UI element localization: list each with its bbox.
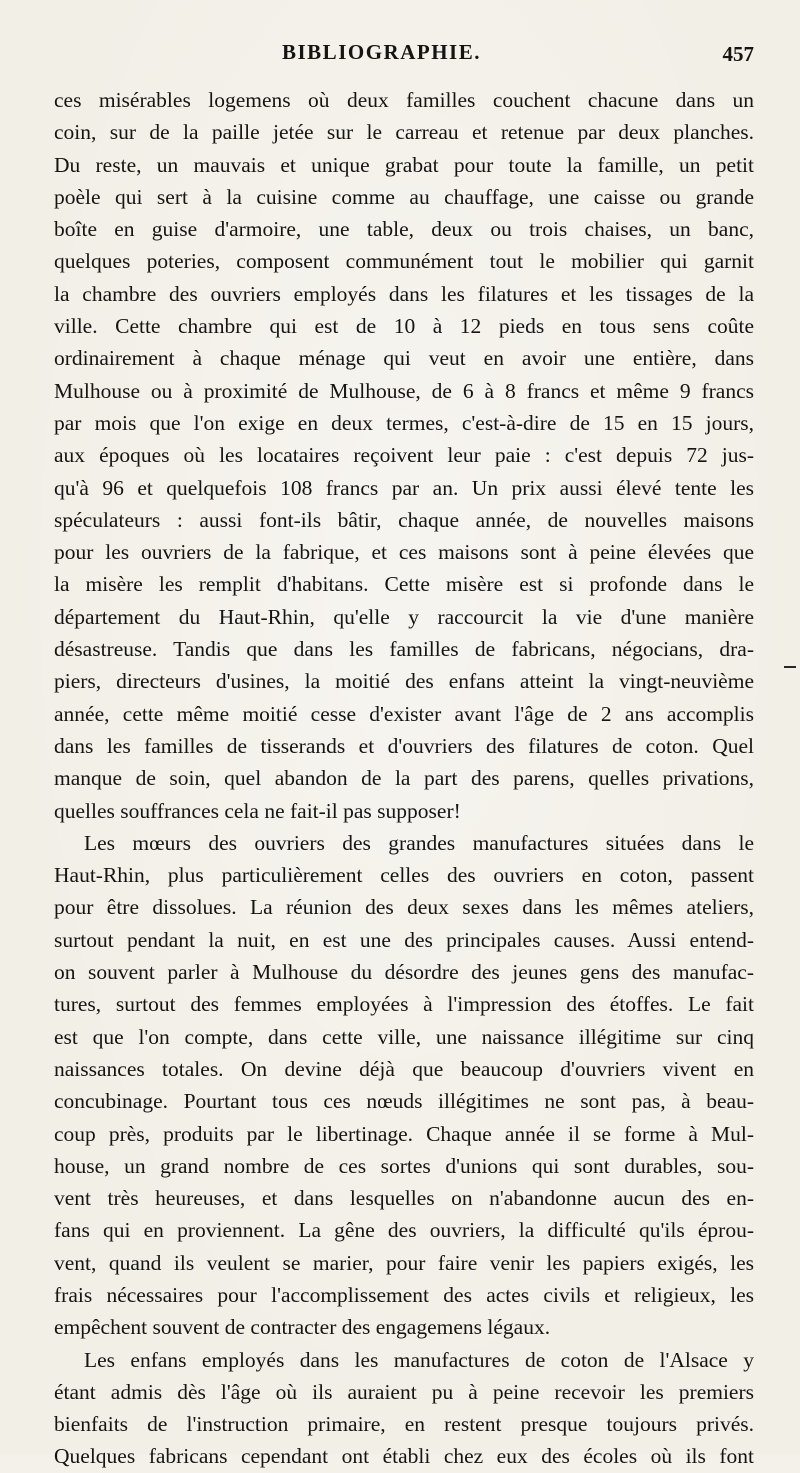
running-head: BIBLIOGRAPHIE. bbox=[282, 40, 481, 64]
text-line: vent très heureuses, et dans lesquelles on n'abandonne aucun des en- bbox=[54, 1186, 754, 1211]
page-number: 457 bbox=[722, 42, 754, 66]
text-line: Du reste, un mauvais et unique grabat pour toute la famille, un petit bbox=[54, 152, 754, 177]
text-line: boîte en guise d'armoire, une table, deux ou trois chaises, un banc, bbox=[54, 217, 754, 242]
body-text bbox=[54, 84, 754, 1473]
text-line: pour être dissolues. La réunion des deux sexes dans les mêmes ateliers, bbox=[54, 895, 754, 920]
text-line: quelques poteries, composent communément tout le mobilier qui garnit bbox=[54, 249, 754, 274]
text-line: désastreuse. Tandis que dans les familles de fabricans, négocians, dra- bbox=[54, 637, 754, 662]
text-line: Les enfans employés dans les manufactures de coton de l'Alsace y bbox=[84, 1347, 754, 1372]
text-line: house, un grand nombre de ces sortes d'unions qui sont durables, sou- bbox=[54, 1153, 754, 1178]
text-line: aux époques où les locataires reçoivent leur paie : c'est depuis 72 jus- bbox=[54, 443, 754, 468]
text-line: coup près, produits par le libertinage. Chaque année il se forme à Mul- bbox=[54, 1121, 754, 1146]
text-line: la chambre des ouvriers employés dans les filatures et les tissages de la bbox=[54, 281, 754, 306]
text-line: qu'à 96 et quelquefois 108 francs par an. Un prix aussi élevé tente les bbox=[54, 475, 754, 500]
text-line: pour les ouvriers de la fabrique, et ces maisons sont à peine élevées que bbox=[54, 540, 754, 565]
text-line: Les mœurs des ouvriers des grandes manufactures situées dans le bbox=[84, 830, 754, 855]
text-line: bienfaits de l'instruction primaire, en restent presque toujours privés. bbox=[54, 1412, 754, 1437]
margin-mark bbox=[784, 666, 796, 668]
text-line: empêchent souvent de contracter des engagemens légaux. bbox=[54, 1315, 551, 1340]
page-header bbox=[54, 40, 754, 72]
text-line: par mois que l'on exige en deux termes, c'est-à-dire de 15 en 15 jours, bbox=[54, 410, 754, 435]
text-line: tures, surtout des femmes employées à l'impression des étoffes. Le fait bbox=[54, 992, 754, 1017]
text-line: ordinairement à chaque ménage qui veut en avoir une entière, dans bbox=[54, 346, 754, 371]
text-line: Quelques fabricans cependant ont établi chez eux des écoles où ils font bbox=[54, 1444, 754, 1469]
text-line: département du Haut-Rhin, qu'elle y raccourcit la vie d'une manière bbox=[54, 604, 754, 629]
text-line: spéculateurs : aussi font-ils bâtir, chaque année, de nouvelles maisons bbox=[54, 507, 754, 532]
text-line: ces misérables logemens où deux familles couchent chacune dans un bbox=[54, 88, 754, 112]
text-line: frais nécessaires pour l'accomplissement des actes civils et religieux, les bbox=[54, 1282, 754, 1307]
text-line: naissances totales. On devine déjà que beaucoup d'ouvriers vivent en bbox=[54, 1056, 754, 1081]
text-line: Haut-Rhin, plus particulièrement celles des ouvriers en coton, passent bbox=[54, 863, 754, 888]
text-line: dans les familles de tisserands et d'ouvriers des filatures de coton. Quel bbox=[54, 733, 754, 758]
text-line: concubinage. Pourtant tous ces nœuds illégitimes ne sont pas, à beau- bbox=[54, 1089, 754, 1114]
text-line: piers, directeurs d'usines, la moitié des enfans atteint la vingt-neuvième bbox=[54, 669, 754, 694]
text-line: est que l'on compte, dans cette ville, une naissance illégitime sur cinq bbox=[54, 1024, 754, 1049]
text-line: manque de soin, quel abandon de la part des parens, quelles privations, bbox=[54, 766, 754, 791]
text-line: poèle qui sert à la cuisine comme au chauffage, une caisse ou grande bbox=[54, 184, 754, 209]
text-line: la misère les remplit d'habitans. Cette misère est si profonde dans le bbox=[54, 572, 754, 597]
text-line: étant admis dès l'âge où ils auraient pu à peine recevoir les premiers bbox=[54, 1379, 754, 1404]
text-line: coin, sur de la paille jetée sur le carreau et retenue par deux planches. bbox=[54, 120, 754, 145]
text-line: surtout pendant la nuit, en est une des principales causes. Aussi entend- bbox=[54, 927, 754, 952]
text-line: fans qui en proviennent. La gêne des ouvriers, la difficulté qu'ils éprou- bbox=[54, 1218, 754, 1243]
text-line: Mulhouse ou à proximité de Mulhouse, de 6 à 8 francs et même 9 francs bbox=[54, 378, 754, 403]
text-line: année, cette même moitié cesse d'exister avant l'âge de 2 ans accomplis bbox=[54, 701, 754, 726]
text-line: vent, quand ils veulent se marier, pour faire venir les papiers exigés, les bbox=[54, 1250, 754, 1275]
text-line: quelles souffrances cela ne fait-il pas supposer! bbox=[54, 798, 461, 823]
text-line: ville. Cette chambre qui est de 10 à 12 pieds en tous sens coûte bbox=[54, 314, 754, 339]
text-line: on souvent parler à Mulhouse du désordre des jeunes gens des manufac- bbox=[54, 960, 754, 985]
